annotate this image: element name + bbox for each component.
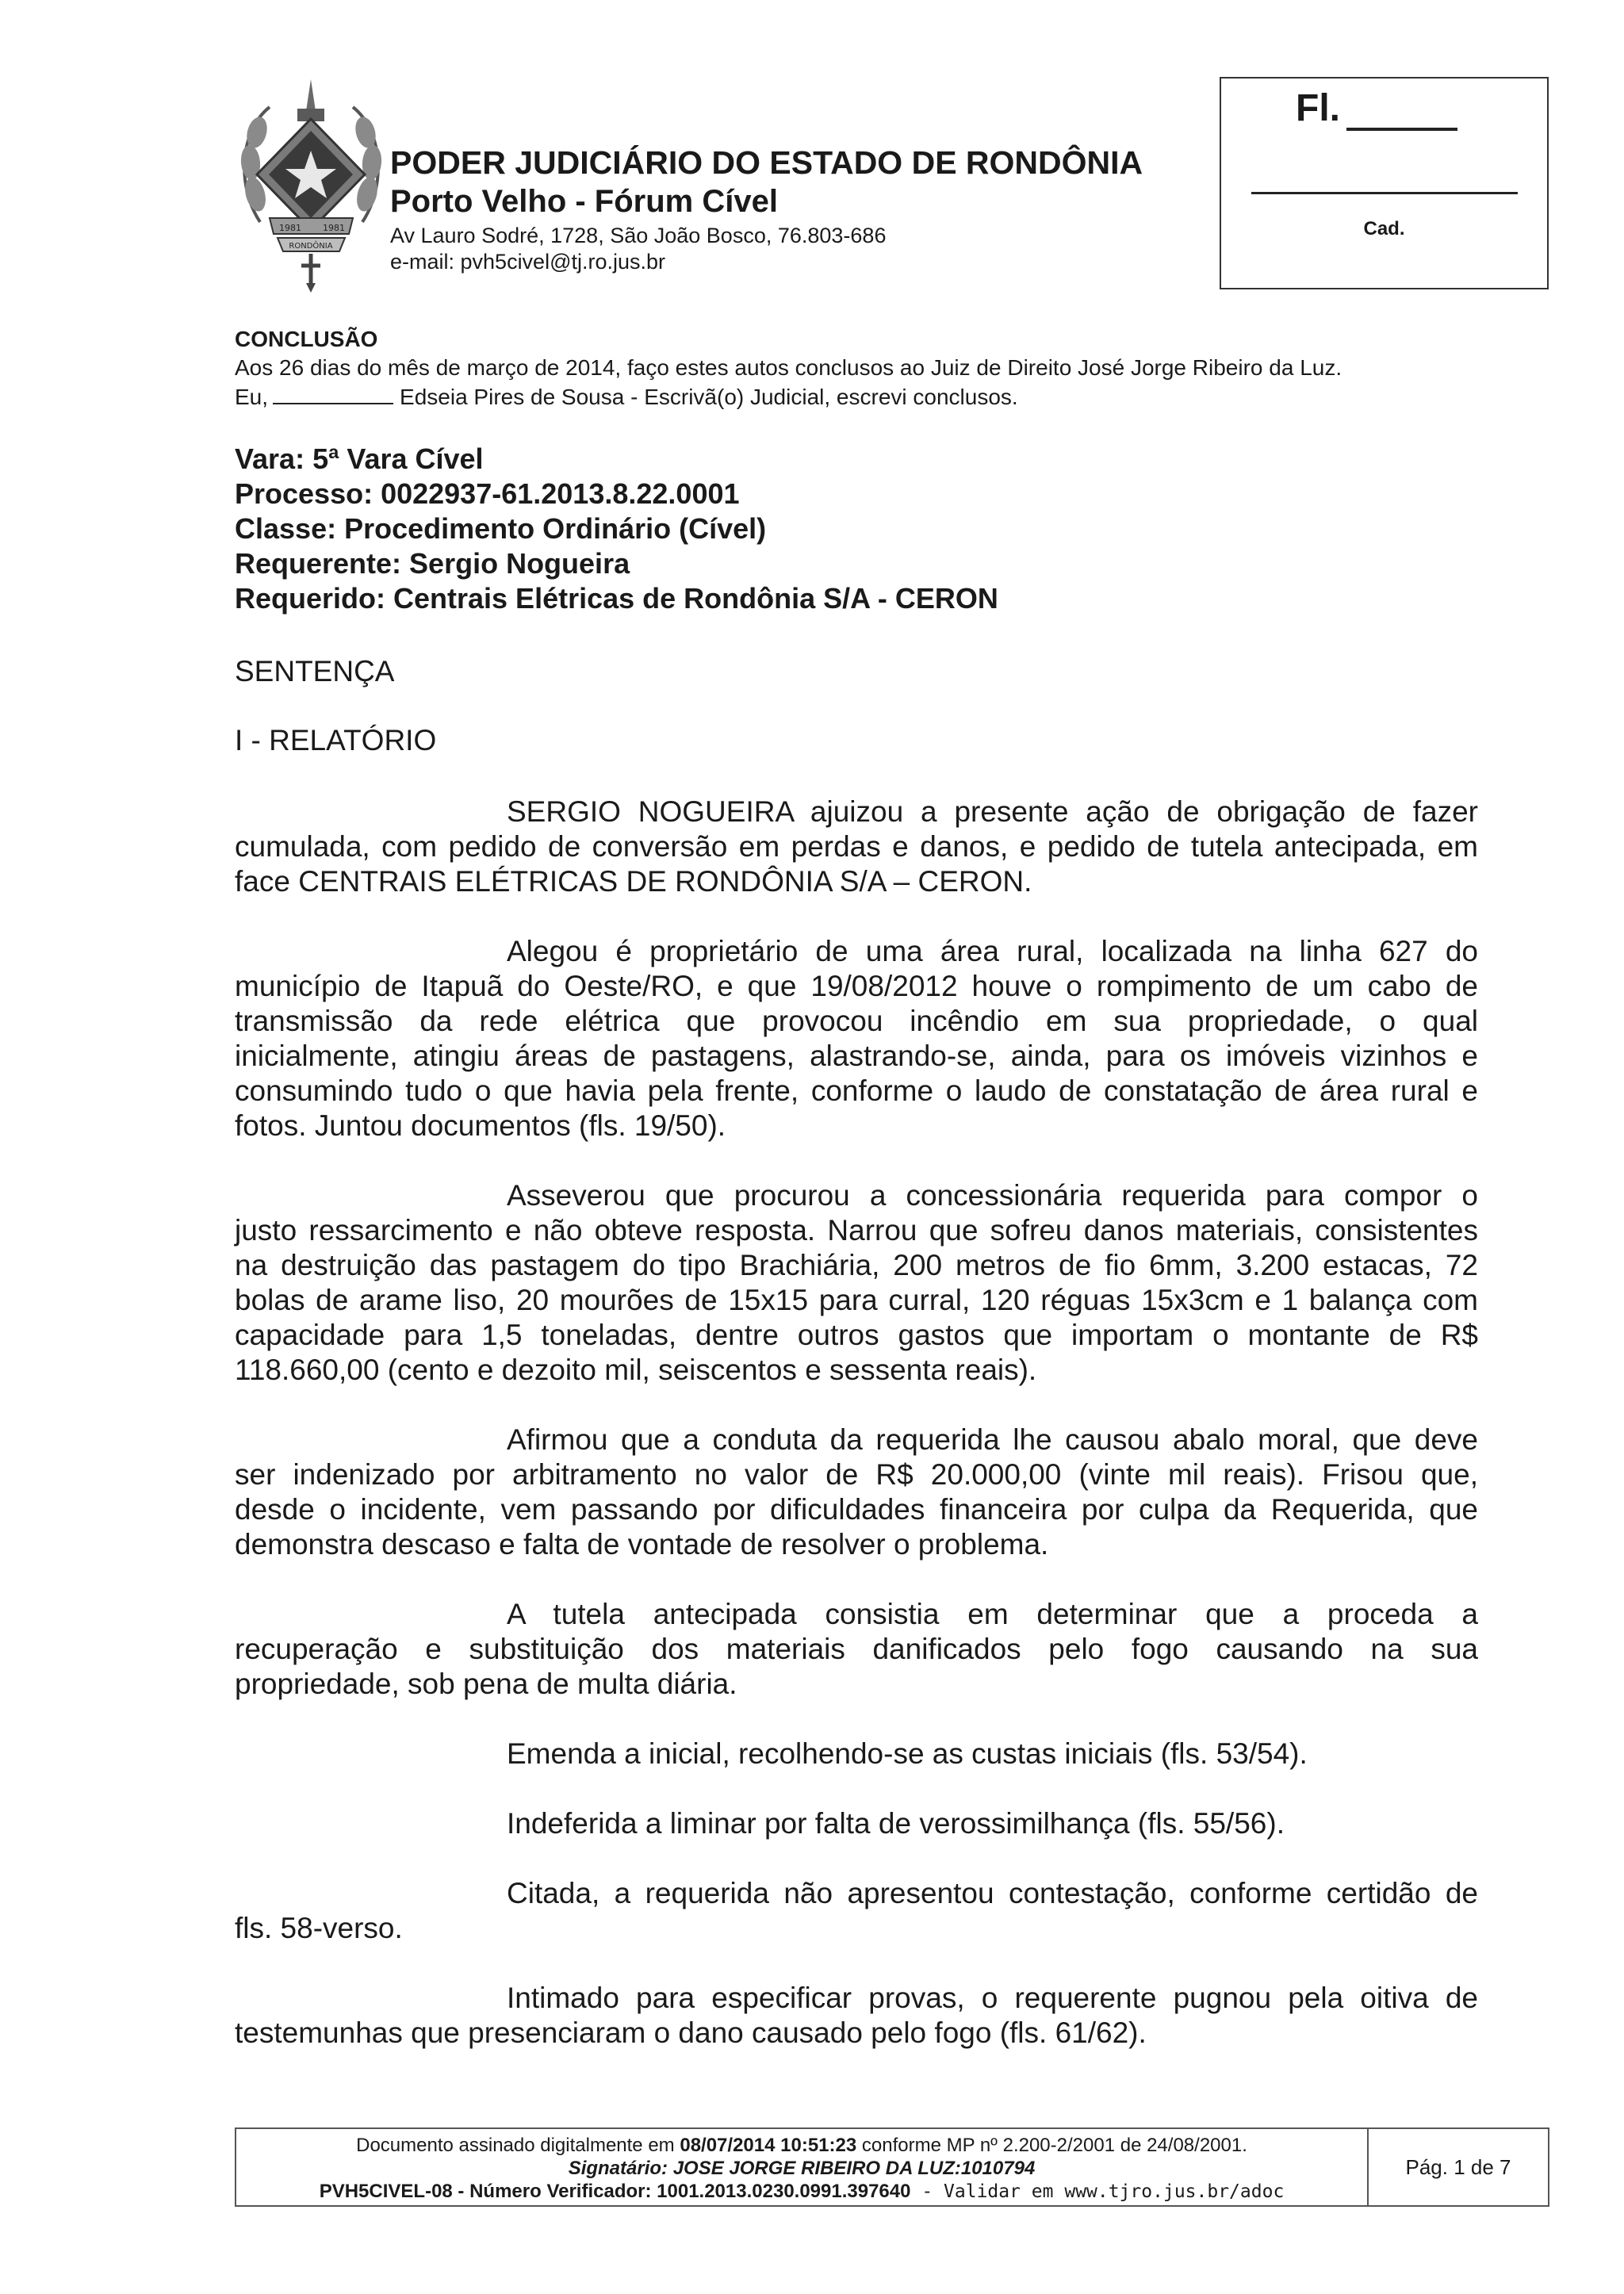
case-processo: Processo: 0022937-61.2013.8.22.0001: [235, 477, 740, 510]
signature-info: [236, 2129, 1369, 2205]
paragraph-5: [235, 1597, 1478, 1702]
case-requerido: Requerido: Centrais Elétricas de Rondônia S/A - CERON: [235, 582, 998, 615]
paragraph-line: desde o incidente, vem passando por dificuldades financeira por culpa da Requerida, que: [235, 1493, 1478, 1526]
paragraph-line: SERGIO NOGUEIRA ajuizou a presente ação de obrigação de fazer: [507, 795, 1478, 828]
footer-line-3: [236, 2180, 1367, 2204]
footer-line-1: [236, 2134, 1367, 2157]
paragraph-line: consumindo tudo o que havia pela frente, conforme o laudo de constatação de área rural e: [235, 1074, 1478, 1107]
footer-verifier: PVH5CIVEL-08 - Número Verificador: 1001.2013.0230.0991.397640: [319, 2181, 911, 2202]
org-address: Av Lauro Sodré, 1728, São João Bosco, 76.803-686: [390, 224, 887, 247]
paragraph-line: Emenda a inicial, recolhendo-se as custas iniciais (fls. 53/54).: [507, 1737, 1308, 1770]
folio-number-line: [1346, 128, 1457, 131]
paragraph-line: capacidade para 1,5 toneladas, dentre outros gastos que importam o montante de R$: [235, 1319, 1478, 1351]
paragraph-line: na destruição das pastagem do tipo Brachiária, 200 metros de fio 6mm, 3.200 estacas, 72: [235, 1249, 1478, 1281]
footer-validate-link[interactable]: - Validar em www.tjro.jus.br/adoc: [910, 2181, 1285, 2202]
paragraph-line: inicialmente, atingiu áreas de pastagens, alastrando-se, ainda, para os imóveis vizinhos e: [235, 1040, 1478, 1072]
signature-footer: [235, 2127, 1549, 2207]
paragraph-1: [235, 795, 1478, 899]
paragraph-line: fls. 58-verso.: [235, 1912, 403, 1944]
paragraph-8: [235, 1876, 1478, 1946]
paragraph-line: recuperação e substituição dos materiais danificados pelo fogo causando na sua: [235, 1633, 1478, 1665]
paragraph-9: [235, 1981, 1478, 2051]
conclusao-line-2-suffix: Edseia Pires de Sousa - Escrivã(o) Judicial, escrevi conclusos.: [400, 385, 1018, 409]
conclusao-line-1: Aos 26 dias do mês de março de 2014, faço estes autos conclusos ao Juiz de Direito José Jorge Ribeiro da Luz.: [235, 355, 1342, 380]
footer-signed-datetime: 08/07/2014 10:51:23: [680, 2135, 857, 2156]
paragraph-line: transmissão da rede elétrica que provocou incêndio em sua propriedade, o qual: [235, 1005, 1478, 1037]
footer-signatory: Signatário: JOSE JORGE RIBEIRO DA LUZ:1010794: [568, 2158, 1036, 2179]
paragraph-line: demonstra descaso e falta de vontade de resolver o problema.: [235, 1528, 1049, 1561]
paragraph-line: propriedade, sob pena de multa diária.: [235, 1668, 737, 1700]
paragraph-line: Indeferida a liminar por falta de verossimilhança (fls. 55/56).: [507, 1807, 1285, 1840]
paragraph-line: Asseverou que procurou a concessionária requerida para compor o: [507, 1179, 1478, 1212]
paragraph-line: testemunhas que presenciaram o dano causado pelo fogo (fls. 61/62).: [235, 2016, 1147, 2049]
paragraph-line: município de Itapuã do Oeste/RO, e que 19/08/2012 houve o rompimento de um cabo de: [235, 970, 1478, 1002]
paragraph-line: justo ressarcimento e não obteve resposta. Narrou que sofreu danos materiais, consistentes: [235, 1214, 1478, 1247]
conclusao-line-2-prefix: Eu,: [235, 385, 269, 409]
paragraph-line: Citada, a requerida não apresentou contestação, conforme certidão de: [507, 1877, 1478, 1909]
paragraph-7: [235, 1806, 1478, 1841]
paragraph-line: ser indenizado por arbitramento no valor de R$ 20.000,00 (vinte mil reais). Frisou que,: [235, 1458, 1478, 1491]
conclusao-title: CONCLUSÃO: [235, 327, 378, 351]
case-classe: Classe: Procedimento Ordinário (Cível): [235, 512, 767, 545]
signature-blank: [273, 384, 393, 404]
paragraph-line: A tutela antecipada consistia em determinar que a proceda a: [507, 1598, 1478, 1630]
cad-signature-line: [1251, 192, 1518, 194]
paragraph-line: Afirmou que a conduta da requerida lhe causou abalo moral, que deve: [507, 1423, 1478, 1456]
case-vara: Vara: 5ª Vara Cível: [235, 442, 484, 475]
paragraph-line: Intimado para especificar provas, o requerente pugnou pela oitiva de: [507, 1982, 1478, 2014]
paragraph-line: fotos. Juntou documentos (fls. 19/50).: [235, 1109, 726, 1142]
org-title: PODER JUDICIÁRIO DO ESTADO DE RONDÔNIA: [390, 144, 1143, 181]
seal-label: RONDÔNIA: [289, 242, 333, 251]
seal-year-left: 1981: [279, 223, 301, 233]
paragraph-3: [235, 1178, 1478, 1388]
paragraph-line: bolas de arame liso, 20 mourões de 15x15 para curral, 120 réguas 15x3cm e 1 balança com: [235, 1284, 1478, 1316]
org-subtitle: Porto Velho - Fórum Cível: [390, 184, 778, 219]
footer-signed-text: Documento assinado digitalmente em: [356, 2135, 680, 2156]
page-number: Pág. 1 de 7: [1405, 2154, 1511, 2179]
footer-mp-text: conforme MP nº 2.200-2/2001 de 24/08/2001.: [856, 2135, 1247, 2156]
paragraph-4: [235, 1423, 1478, 1562]
section-relatorio: I - RELATÓRIO: [235, 724, 437, 756]
paragraph-line: cumulada, com pedido de conversão em perdas e danos, e pedido de tutela antecipada, em: [235, 830, 1478, 863]
coat-of-arms-icon: [238, 75, 385, 293]
cad-label: Cad.: [1363, 218, 1405, 239]
paragraph-2: [235, 934, 1478, 1143]
paragraph-6: [235, 1737, 1478, 1771]
section-sentenca: SENTENÇA: [235, 655, 395, 687]
org-email: e-mail: pvh5civel@tj.ro.jus.br: [390, 250, 666, 274]
folio-label: Fl.: [1296, 87, 1340, 129]
paragraph-line: Alegou é proprietário de uma área rural, localizada na linha 627 do: [507, 935, 1478, 967]
case-requerente: Requerente: Sergio Nogueira: [235, 547, 630, 580]
folio-box: [1220, 77, 1549, 289]
paragraph-line: face CENTRAIS ELÉTRICAS DE RONDÔNIA S/A – CERON.: [235, 865, 1032, 898]
conclusao-line-2: [235, 384, 1018, 410]
paragraph-line: 118.660,00 (cento e dezoito mil, seiscentos e sessenta reais).: [235, 1354, 1037, 1386]
seal-year-right: 1981: [323, 223, 345, 233]
